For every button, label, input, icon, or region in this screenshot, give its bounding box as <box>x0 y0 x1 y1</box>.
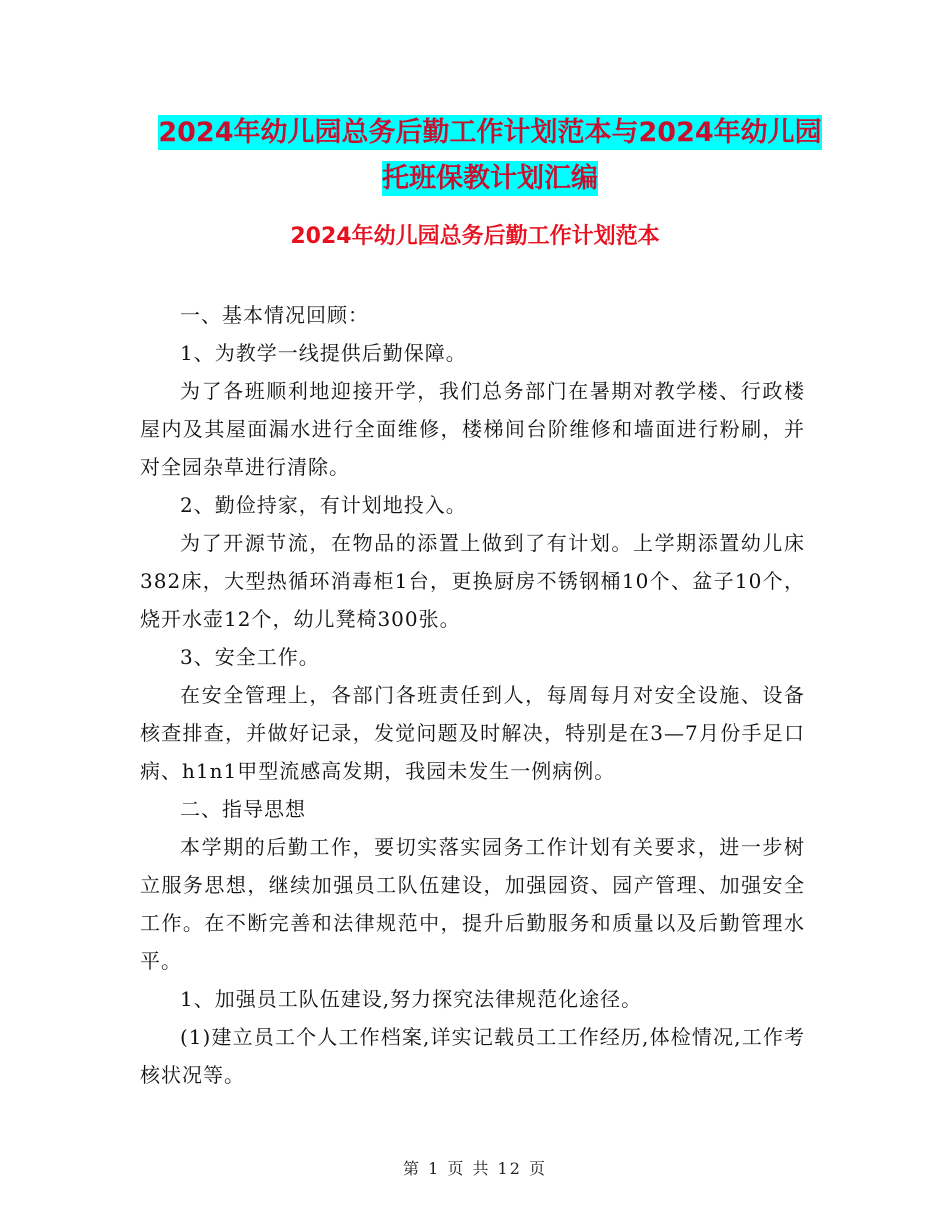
paragraph: 2、勤俭持家，有计划地投入。 <box>180 493 467 517</box>
paragraph: 在安全管理上，各部门各班责任到人，每周每月对安全设施、设备核查排查，并做好记录，发觉问题及时解决，特别是在3—7月份手足口病、h1n1甲型流感高发期，我园未发生一例病例。 <box>140 683 805 783</box>
paragraph: 二、指导思想 <box>180 797 306 821</box>
paragraph: 为了各班顺利地迎接开学，我们总务部门在暑期对教学楼、行政楼屋内及其屋面漏水进行全面维修，楼梯间台阶维修和墙面进行粉刷，并对全园杂草进行清除。 <box>140 379 805 479</box>
paragraph: 1、加强员工队伍建设,努力探究法律规范化途径。 <box>180 987 643 1011</box>
page-footer: 第 1 页 共 12 页 <box>403 1159 547 1178</box>
paragraph: 1、为教学一线提供后勤保障。 <box>180 341 467 365</box>
paragraph: 一、基本情况回顾： <box>180 303 369 327</box>
document-body <box>140 296 805 1094</box>
paragraph: 本学期的后勤工作，要切实落实园务工作计划有关要求，进一步树立服务思想，继续加强员工队伍建设，加强园资、园产管理、加强安全工作。在不断完善和法律规范中，提升后勤服务和质量以及后勤管理水平。 <box>140 835 805 973</box>
document-title <box>140 110 840 202</box>
title-line-2: 托班保教计划汇编 <box>382 163 598 194</box>
paragraph: 为了开源节流，在物品的添置上做到了有计划。上学期添置幼儿床382床，大型热循环消毒柜1台，更换厨房不锈钢桶10个、盆子10个，烧开水壶12个，幼儿凳椅300张。 <box>140 531 805 631</box>
paragraph: (1)建立员工个人工作档案,详实记载员工工作经历,体检情况,工作考核状况等。 <box>140 1025 805 1087</box>
paragraph: 3、安全工作。 <box>180 645 320 669</box>
section-title: 2024年幼儿园总务后勤工作计划范本 <box>290 224 660 249</box>
title-line-1: 2024年幼儿园总务后勤工作计划范本与2024年幼儿园 <box>158 117 822 148</box>
